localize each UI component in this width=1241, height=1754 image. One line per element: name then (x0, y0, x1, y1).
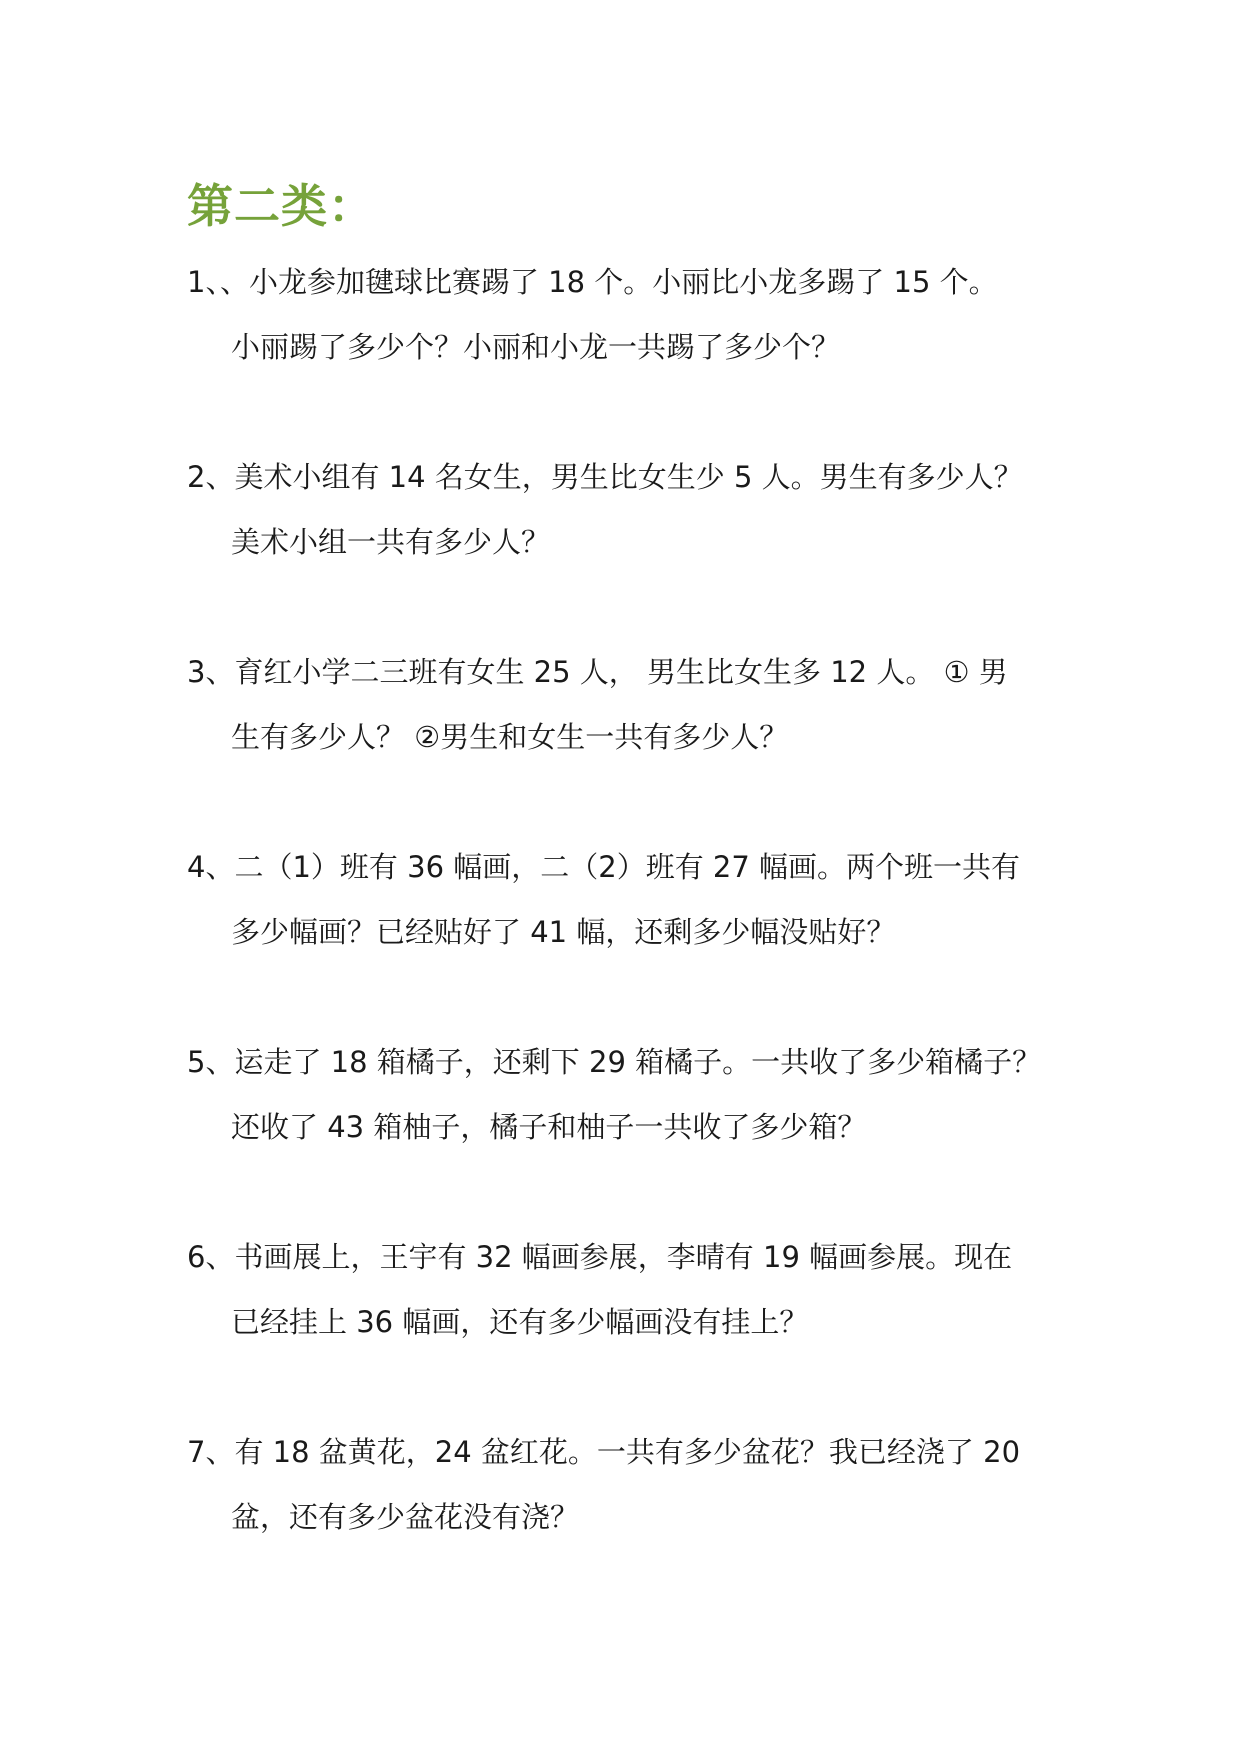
question-7 (187, 1420, 1047, 1550)
question-line: 3、育红小学二三班有女生 25 人， 男生比女生多 12 人。 ① 男 (187, 655, 1008, 689)
question-line: 6、书画展上，王宇有 32 幅画参展，李晴有 19 幅画参展。现在 (187, 1240, 1013, 1274)
question-4 (187, 835, 1047, 965)
question-line: 5、运走了 18 箱橘子，还剩下 29 箱橘子。一共收了多少箱橘子？ (187, 1045, 1042, 1079)
question-3 (187, 640, 1047, 770)
question-line: 美术小组一共有多少人？ (231, 525, 551, 559)
question-line: 盆，还有多少盆花没有浇？ (231, 1500, 580, 1534)
question-line: 2、美术小组有 14 名女生，男生比女生少 5 人。男生有多少人？ (187, 460, 1023, 494)
section-title: 第二类： (187, 179, 375, 233)
question-1 (187, 250, 1047, 380)
question-line: 7、有 18 盆黄花，24 盆红花。一共有多少盆花？我已经浇了 20 (187, 1435, 1021, 1469)
question-2 (187, 445, 1047, 575)
question-line: 4、二（1）班有 36 幅画，二（2）班有 27 幅画。两个班一共有 (187, 850, 1021, 884)
question-line: 多少幅画？已经贴好了 41 幅，还剩多少幅没贴好？ (231, 915, 896, 949)
question-line: 生有多少人？ ②男生和女生一共有多少人？ (231, 720, 789, 754)
question-line: 1、、小龙参加毽球比赛踢了 18 个。小丽比小龙多踢了 15 个。 (187, 265, 998, 299)
question-line: 还收了 43 箱柚子，橘子和柚子一共收了多少箱？ (231, 1110, 867, 1144)
question-5 (187, 1030, 1047, 1160)
question-line: 已经挂上 36 幅画，还有多少幅画没有挂上？ (231, 1305, 809, 1339)
question-line: 小丽踢了多少个？小丽和小龙一共踢了多少个？ (231, 330, 841, 364)
question-6 (187, 1225, 1047, 1355)
